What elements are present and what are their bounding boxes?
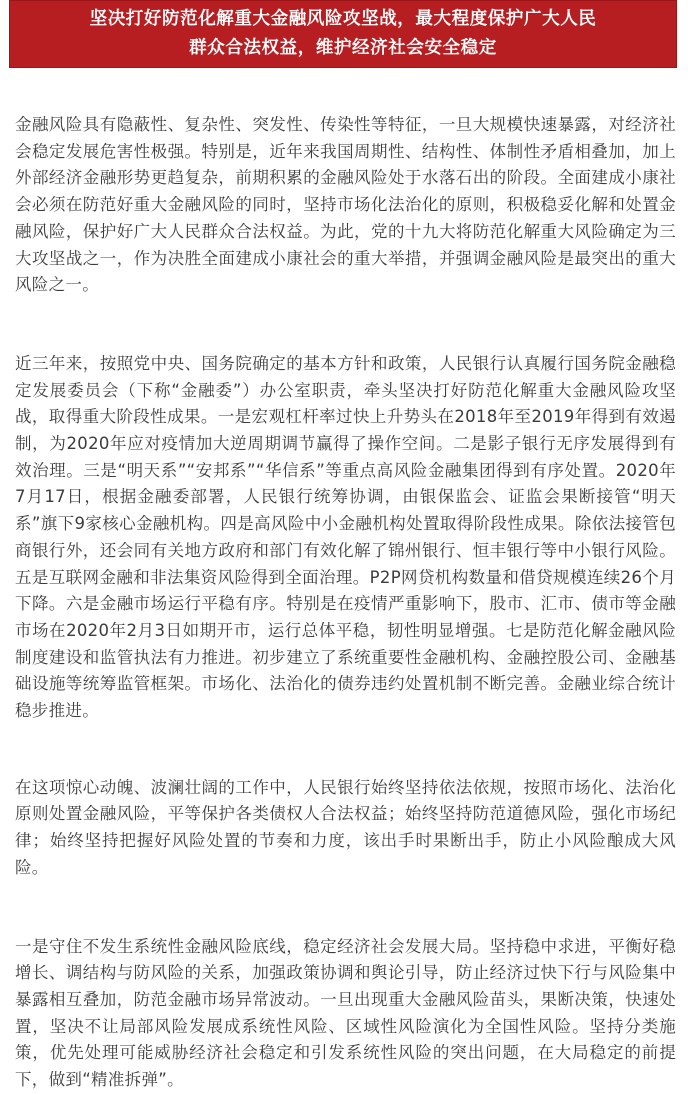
paragraph-achievements: 近三年来，按照党中央、国务院确定的基本方针和政策，人民银行认真履行国务院金融稳定发展委员会（下称“金融委”）办公室职责，牵头坚决打好防范化解重大金融风险攻坚战，取得重大阶段性成果。一是宏观杠杆率过快上升势头在2018年至2019年得到有效遏制，为2020年应对疫情加大逆周期调节赢得了操作空间。二是影子银行无序发展得到有效治理。三是“明天系”“安邦系”“华信系”等重点高风险金融集团得到有序处置。2020年7月17日，根据金融委部署，人民银行统筹协调，由银保监会、证监会果断接管“明天系”旗下9家核心金融机构。四是高风险中小金融机构处置取得阶段性成果。除依法接管包商银行外，还会同有关地方政府和部门有效化解了锦州银行、恒丰银行等中小银行风险。五是互联网金融和非法集资风险得到全面治理。P2P网贷机构数量和借贷规模连续26个月下降。六是金融市场运行平稳有序。特别是在疫情严重影响下，股市、汇市、债市等金融市场在2020年2月3日如期开市，运行总体平稳，韧性明显增强。七是防范化解金融风险制度建设和监管执法有力推进。初步建立了系统重要性金融机构、金融控股公司、金融基础设施等统筹监管框架。市场化、法治化的债券违约处置机制不断完善。金融业综合统计稳步推进。 (15, 353, 676, 721)
paragraph-intro: 金融风险具有隐蔽性、复杂性、突发性、传染性等特征，一旦大规模快速暴露，对经济社会稳定发展危害性极强。特别是，近年来我国周期性、结构性、体制性矛盾相叠加，加上外部经济金融形势更趋复杂，前期积累的金融风险处于水落石出的阶段。全面建成小康社会必须在防范好重大金融风险的同时，坚持市场化法治化的原则，积极稳妥化解和处置金融风险，保护好广大人民群众合法权益。为此，党的十九大将防范化解重大风险确定为三大攻坚战之一，作为决胜全面建成小康社会的重大举措，并强调金融风险是最突出的重大风险之一。 (15, 115, 676, 295)
title-line-2: 群众合法权益，维护经济社会安全稳定 (189, 38, 497, 58)
article-body (15, 112, 676, 1094)
paragraph-point-one: 一是守住不发生系统性金融风险底线，稳定经济社会发展大局。坚持稳中求进，平衡好稳增长、调结构与防风险的关系，加强政策协调和舆论引导，防止经济过快下行与风险集中暴露相互叠加，防范金融市场异常波动。一旦出现重大金融风险苗头，果断决策，快速处置，坚决不让局部风险发展成系统性风险、区域性风险演化为全国性风险。坚持分类施策，优先处理可能威胁经济社会稳定和引发系统性风险的突出问题，在大局稳定的前提下，做到“精准拆弹”。 (15, 936, 676, 1090)
title-banner (9, 0, 677, 68)
title-line-1: 坚决打好防范化解重大金融风险攻坚战，最大程度保护广大人民 (89, 9, 597, 29)
paragraph-principles: 在这项惊心动魄、波澜壮阔的工作中，人民银行始终坚持依法依规，按照市场化、法治化原则处置金融风险，平等保护各类债权人合法权益；始终坚持防范道德风险，强化市场纪律；始终坚持把握好风险处置的节奏和力度，该出手时果断出手，防止小风险酿成大风险。 (15, 777, 676, 877)
